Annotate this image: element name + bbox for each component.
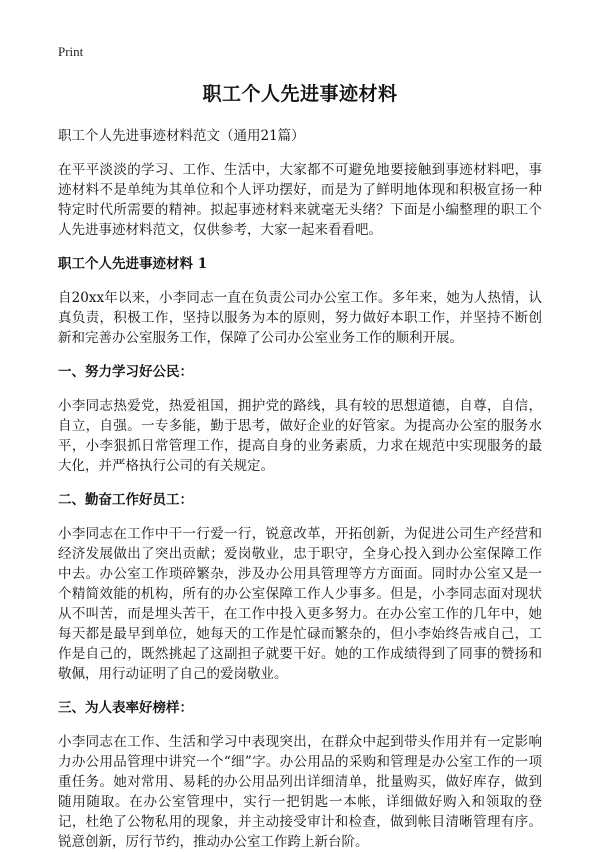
- subheading-study: 一、努力学习好公民：: [58, 364, 193, 380]
- section-intro-paragraph: 自20xx年以来，小李同志一直在负责公司办公室工作。多年来，她为人热情，认真负责，积极工作，坚持以服务为本的原则，努力做好本职工作，并坚持不断创新和完善办公室服务工作，保障了公司办公室业务工作的顺利开展。: [58, 290, 542, 346]
- subheading-role-model: 三、为人表率好榜样：: [58, 700, 193, 716]
- document-subtitle: 职工个人先进事迹材料范文（通用21篇）: [58, 128, 305, 144]
- section-heading: 职工个人先进事迹材料 1: [58, 256, 208, 272]
- paragraph-work: 小李同志在工作中干一行爱一行，锐意改革，开拓创新，为促进公司生产经营和经济发展做出了突出贡献；爱岗敬业，忠于职守，全身心投入到办公室保障工作中去。办公室工作琐碎繁杂，涉及办公用具管理等方方面面。同时办公室又是一个精简效能的机构，所有的办公室保障工作人少事多。但是，小李同志面对现状从不叫苦，而是埋头苦干，在工作中投入更多努力。在办公室工作的几年中，她每天都是最早到单位，她每天的工作是忙碌而繁杂的，但小李始终告戒自己，工作是自己的，既然挑起了这副担子就要干好。她的工作成绩得到了同事的赞扬和敬佩，用行动证明了自己的爱岗敬业。: [58, 526, 542, 682]
- subheading-work: 二、勤奋工作好员工：: [58, 492, 193, 508]
- print-label: Print: [58, 44, 84, 59]
- paragraph-role-model: 小李同志在工作、生活和学习中表现突出，在群众中起到带头作用并有一定影响力办公用品管理中讲究一个“细”字。办公用品的采购和管理是办公室工作的一项重任务。她对常用、易耗的办公用品列出详细清单，批量购买，做好库存，做到随用随取。在办公室管理中，实行一把钥匙一本帐，详细做好购入和领取的登记，杜绝了公物私用的现象，并主动接受审计和检查，做到帐目清晰管理有序。锐意创新，厉行节约，推动办公室工作跨上新台阶。: [58, 734, 542, 850]
- document-title: 职工个人先进事迹材料: [202, 83, 398, 105]
- intro-paragraph: 在平平淡淡的学习、工作、生活中，大家都不可避免地要接触到事迹材料吧，事迹材料不是单纯为其单位和个人评功摆好，而是为了鲜明地体现和积极宣扬一种特定时代所需要的精神。拟起事迹材料来就毫无头绪？下面是小编整理的职工个人先进事迹材料范文，仅供参考，大家一起来看看吧。: [58, 162, 542, 238]
- paragraph-study: 小李同志热爱党，热爱祖国，拥护党的路线，具有较的思想道德，自尊，自信，自立，自强。一专多能，勤于思考，做好企业的好管家。为提高办公室的服务水平，小李狠抓日常管理工作，提高自身的业务素质，力求在规范中实现服务的最大化，并严格执行公司的有关规定。: [58, 398, 542, 474]
